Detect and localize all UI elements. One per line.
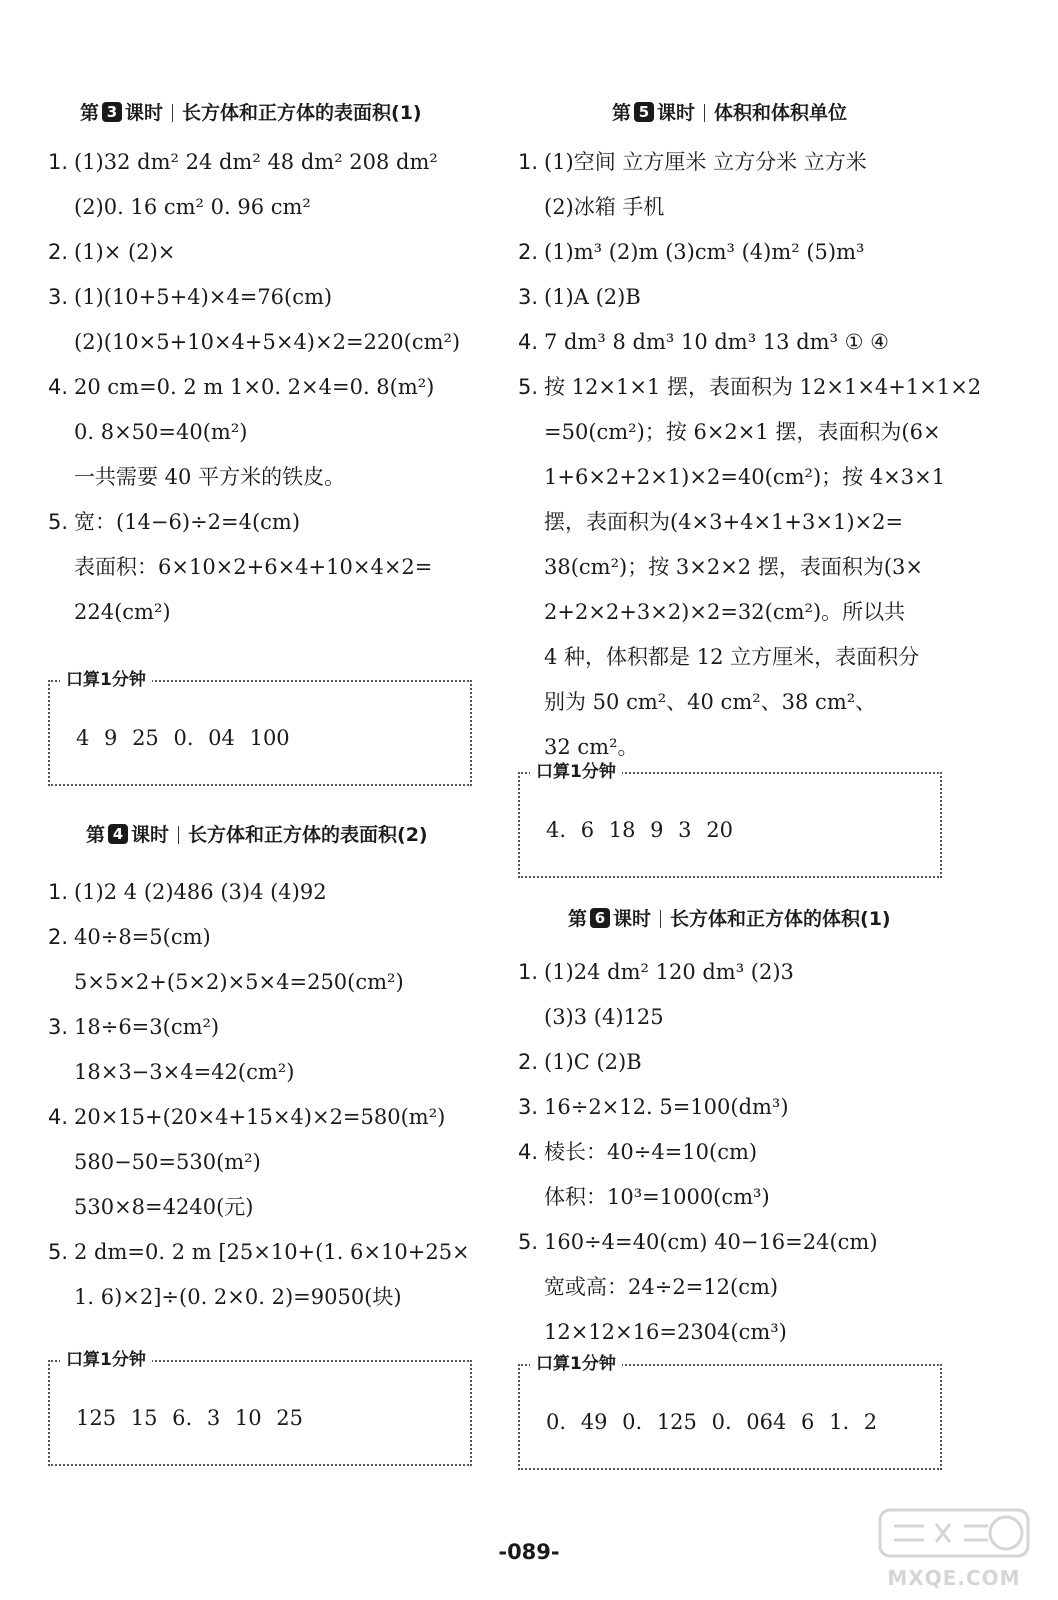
title-divider <box>178 826 179 844</box>
answer-line: 1. (1)24 dm² 120 dm³ (2)3 <box>518 960 794 984</box>
answer-line: 4. 棱长：40÷4=10(cm) <box>518 1140 758 1164</box>
answer-line: 宽或高：24÷2=12(cm) <box>544 1275 779 1299</box>
lesson-number-badge: 6 <box>590 908 610 928</box>
lesson-number-badge: 4 <box>108 824 128 844</box>
answer-line: 表面积：6×10×2+6×4+10×4×2= <box>74 555 433 579</box>
answer-line: 2. (1)× (2)× <box>48 240 176 264</box>
mental-math-values: 4 9 25 0. 04 100 <box>76 726 290 750</box>
answer-line: 4. 20 cm=0. 2 m 1×0. 2×4=0. 8(m²) <box>48 375 435 399</box>
answer-line: (2)(10×5+10×4+5×4)×2=220(cm²) <box>74 330 461 354</box>
answer-line: 3. (1)A (2)B <box>518 285 641 309</box>
answer-line: 别为 50 cm²、40 cm²、38 cm²、 <box>544 690 877 714</box>
lesson-topic: 长方体和正方体的表面积(1) <box>182 102 422 124</box>
title-divider <box>704 104 705 122</box>
mental-math-box <box>518 762 942 878</box>
lesson-4-section <box>48 820 488 1320</box>
answer-line: 3. 16÷2×12. 5=100(dm³) <box>518 1095 789 1119</box>
answer-line: 1. (1)32 dm² 24 dm² 48 dm² 208 dm² <box>48 150 438 174</box>
answer-line: 224(cm²) <box>74 600 171 624</box>
lesson-3-section <box>48 98 488 635</box>
lesson-6-section <box>518 904 958 1355</box>
answer-line: 2+2×2+3×2)×2=32(cm²)。所以共 <box>544 600 906 624</box>
answer-line: 5. 宽：(14−6)÷2=4(cm) <box>48 510 301 534</box>
lesson-topic: 长方体和正方体的体积(1) <box>670 908 891 930</box>
mental-math-label: 口算1分钟 <box>60 1348 152 1372</box>
answer-line: (2)0. 16 cm² 0. 96 cm² <box>74 195 311 219</box>
answer-line: 3. (1)(10+5+4)×4=76(cm) <box>48 285 333 309</box>
lesson-number-badge: 3 <box>102 102 122 122</box>
answer-line: 2. 40÷8=5(cm) <box>48 925 211 949</box>
answer-line: 1. (1)2 4 (2)486 (3)4 (4)92 <box>48 880 327 904</box>
mental-math-box <box>48 1350 472 1466</box>
answer-line: 3. 18÷6=3(cm²) <box>48 1015 220 1039</box>
answer-line: 4. 20×15+(20×4+15×4)×2=580(m²) <box>48 1105 446 1129</box>
lesson-6-title: 第 6 课时 长方体和正方体的体积(1) <box>568 908 891 930</box>
answer-line: 32 cm²。 <box>544 735 639 759</box>
lesson-number-badge: 5 <box>634 102 654 122</box>
lesson-topic: 体积和体积单位 <box>714 102 848 124</box>
answer-line: 1. 6)×2]÷(0. 2×0. 2)=9050(块) <box>74 1285 402 1309</box>
answer-line: =50(cm²)；按 6×2×1 摆，表面积为(6× <box>544 420 941 444</box>
answer-line: 5. 160÷4=40(cm) 40−16=24(cm) <box>518 1230 878 1254</box>
answer-line: 0. 8×50=40(m²) <box>74 420 248 444</box>
answer-lines <box>518 140 982 770</box>
answer-line: 580−50=530(m²) <box>74 1150 261 1174</box>
lesson-5-section <box>518 98 982 770</box>
lesson-5-title: 第 5 课时 体积和体积单位 <box>612 102 848 124</box>
answer-line: 摆，表面积为(4×3+4×1+3×1)×2= <box>544 510 904 534</box>
watermark-logo-icon <box>874 1506 1034 1594</box>
answer-line: 38(cm²)；按 3×2×2 摆，表面积为(3× <box>544 555 923 579</box>
answer-line: 530×8=4240(元) <box>74 1195 254 1219</box>
page-number: -089- <box>498 1540 560 1564</box>
mental-math-label: 口算1分钟 <box>530 1352 622 1376</box>
answer-line: 18×3−3×4=42(cm²) <box>74 1060 295 1084</box>
answer-line: 4 种，体积都是 12 立方厘米，表面积分 <box>544 645 920 669</box>
answer-line: 5. 2 dm=0. 2 m [25×10+(1. 6×10+25× <box>48 1240 470 1264</box>
answer-lines <box>518 950 958 1355</box>
lesson-topic: 长方体和正方体的表面积(2) <box>188 824 428 846</box>
lesson-4-title: 第 4 课时 长方体和正方体的表面积(2) <box>86 824 428 846</box>
answer-lines <box>48 140 488 635</box>
mental-math-box <box>518 1354 942 1470</box>
lesson-3-title: 第 3 课时 长方体和正方体的表面积(1) <box>80 102 422 124</box>
answer-line: 4. 7 dm³ 8 dm³ 10 dm³ 13 dm³ ① ④ <box>518 330 889 354</box>
answer-line: 1. (1)空间 立方厘米 立方分米 立方米 <box>518 150 867 174</box>
answer-line: 一共需要 40 平方米的铁皮。 <box>74 465 346 489</box>
title-divider <box>660 910 661 928</box>
mental-math-values: 0. 49 0. 125 0. 064 6 1. 2 <box>546 1410 878 1434</box>
mental-math-box <box>48 670 472 786</box>
mental-math-label: 口算1分钟 <box>530 760 622 784</box>
answer-line: 1+6×2+2×1)×2=40(cm²)；按 4×3×1 <box>544 465 946 489</box>
answer-line: 体积：10³=1000(cm³) <box>544 1185 770 1209</box>
watermark-text: MXQE.COM <box>887 1566 1021 1590</box>
title-divider <box>172 104 173 122</box>
answer-lines <box>48 870 488 1320</box>
mental-math-label: 口算1分钟 <box>60 668 152 692</box>
answer-line: 2. (1)C (2)B <box>518 1050 642 1074</box>
answer-line: 5×5×2+(5×2)×5×4=250(cm²) <box>74 970 404 994</box>
answer-line: (2)冰箱 手机 <box>544 195 665 219</box>
mental-math-values: 4. 6 18 9 3 20 <box>546 818 733 842</box>
answer-line: (3)3 (4)125 <box>544 1005 664 1029</box>
answer-line: 12×12×16=2304(cm³) <box>544 1320 787 1344</box>
answer-line: 2. (1)m³ (2)m (3)cm³ (4)m² (5)m³ <box>518 240 865 264</box>
answer-line: 5. 按 12×1×1 摆，表面积为 12×1×4+1×1×2 <box>518 375 982 399</box>
mental-math-values: 125 15 6. 3 10 25 <box>76 1406 304 1430</box>
